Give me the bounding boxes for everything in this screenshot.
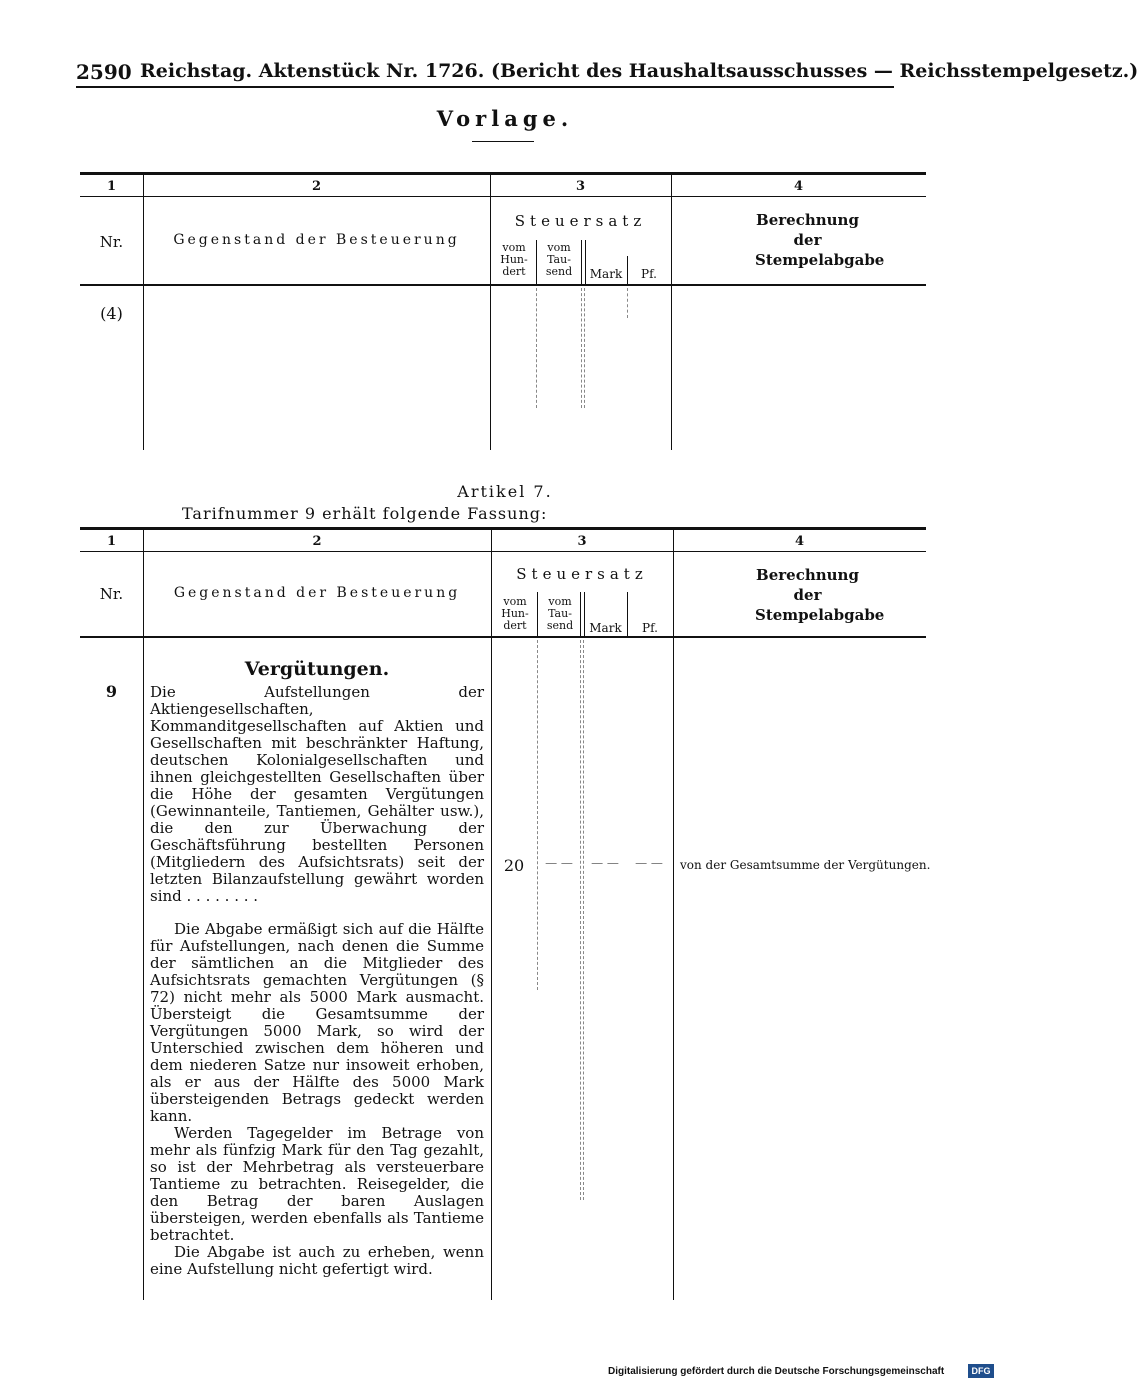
table2-colnum-3: 3 xyxy=(577,534,587,549)
table2-top-rule xyxy=(80,527,926,530)
table2-header-pf: Pf. xyxy=(642,621,658,635)
paragraph-main: Die Aufstellungen der Aktiengesellschaften, Kommanditgesellschaften auf Aktien und Gesellschaften mit beschränkter Haftung, deutschen Kolonialgesellschaften und ihnen gleichgestellten Gesellschaften über die Höhe der gesamten Vergütungen (Gewinnanteile, Tantiemen, Gehälter usw.), die den zur Überwachung der Geschäftsführung bestellten Personen (Mitgliedern des Aufsichtsrats) seit der letzten Bilanzaufstellung gewährt worden sind . . . . . . . . xyxy=(150,683,484,905)
table1-number-row-rule xyxy=(80,196,926,197)
paragraph-no-statement: Die Abgabe ist auch zu erheben, wenn eine Aufstellung nicht gefertigt wird. xyxy=(150,1243,484,1278)
table1-dash-1 xyxy=(536,288,537,408)
page-header-title: Reichstag. Aktenstück Nr. 1726. (Bericht des Haushaltsausschusses — Reichsstempelgesetz.) xyxy=(140,60,1138,82)
section-title: Vorlage. xyxy=(436,106,574,131)
table1-divider-1 xyxy=(143,175,144,450)
table2-row-berechnung: von der Gesamtsumme der Vergütungen. xyxy=(680,858,931,872)
table1-divider-3 xyxy=(671,175,672,450)
table2-number-row-rule xyxy=(80,551,926,552)
table1-colnum-4: 4 xyxy=(793,179,804,194)
table1-colnum-3: 3 xyxy=(575,179,586,194)
rate-vom-hundert: 20 xyxy=(503,856,525,875)
article-title: Artikel 7. xyxy=(457,482,553,501)
table1-header-mark: Mark xyxy=(589,267,623,281)
table1-header-bottom-rule xyxy=(80,284,926,286)
section-title-underline xyxy=(472,141,534,142)
table2-subdivider-1 xyxy=(537,592,538,637)
table2-colnum-1: 1 xyxy=(106,534,117,549)
rate-dashes-mark: — — xyxy=(591,856,619,870)
table1-colnum-1: 1 xyxy=(106,179,117,194)
table2-colnum-4: 4 xyxy=(794,534,805,549)
table1-top-rule xyxy=(80,172,926,175)
table2-header-steuersatz: Steuersatz xyxy=(516,565,648,583)
table2-colnum-2: 2 xyxy=(312,534,322,549)
table2-header-gegenstand: Gegenstand der Besteuerung xyxy=(173,585,461,601)
rate-dashes-tausend: — — xyxy=(545,856,573,870)
footer-credit: Digitalisierung gefördert durch die Deutsche Forschungsgemeinschaft xyxy=(608,1366,945,1377)
paragraph-reduction: Die Abgabe ermäßigt sich auf die Hälfte für Aufstellungen, nach denen die Summe der sämtlichen an die Mitglieder des Aufsichtsrats gemachten Vergütungen (§ 72) nicht mehr als 5000 Mark ausmacht. Übersteigt die Gesamtsumme der Vergütungen 5000 Mark, so wird der Unterschied zwischen dem höheren und dem niederen Satze nur insoweit erhoben, als er aus der Hälfte des 5000 Mark übersteigenden Betrags gedeckt werden kann. xyxy=(150,920,484,1125)
table2-header-mark: Mark xyxy=(589,621,622,635)
table1-dash-4 xyxy=(627,288,628,318)
table1-colnum-2: 2 xyxy=(311,179,322,194)
table2-dash-2 xyxy=(580,640,581,1200)
table1-header-vom-tausend: vom Tau- send xyxy=(545,241,573,278)
table2-header-vom-tausend: vom Tau- send xyxy=(546,595,574,632)
article-intro: Tarifnummer 9 erhält folgende Fassung: xyxy=(182,504,548,523)
table1-dash-2 xyxy=(581,288,582,408)
table1-header-gegenstand: Gegenstand der Besteuerung xyxy=(173,232,460,248)
table2-dash-3 xyxy=(583,640,584,1200)
table2-row-nr: 9 xyxy=(105,682,118,701)
table2-row-text xyxy=(150,684,484,1278)
table2-divider-3 xyxy=(673,530,674,1300)
table2-header-vom-hundert: vom Hun- dert xyxy=(501,595,529,632)
table1-header-berechnung: Berechnung der Stempelabgabe xyxy=(755,211,885,269)
table2-header-berechnung: Berechnung der Stempelabgabe xyxy=(755,566,885,624)
page-number: 2590 xyxy=(76,60,132,84)
table1-header-vom-hundert: vom Hun- dert xyxy=(500,241,528,278)
paragraph-tagegelder: Werden Tagegelder im Betrage von mehr als fünfzig Mark für den Tag gezahlt, so ist der Mehrbetrag als versteuerbare Tantieme zu betrachten. Reisegelder, die den Betrag der baren Auslagen übersteigen, werden ebenfalls als Tantieme betrachtet. xyxy=(150,1124,484,1244)
dfg-logo: DFG xyxy=(968,1364,994,1378)
table1-header-pf: Pf. xyxy=(641,267,657,281)
table2-divider-2 xyxy=(491,530,492,1300)
table1-header-nr: Nr. xyxy=(99,233,124,251)
header-rule xyxy=(76,86,894,88)
table2-row-heading: Vergütungen. xyxy=(244,658,390,680)
rate-dashes-pf: — — xyxy=(635,856,663,870)
table2-dash-1 xyxy=(537,640,538,990)
table2-header-nr: Nr. xyxy=(99,585,124,603)
table2-divider-1 xyxy=(143,530,144,1300)
table1-row-nr: (4) xyxy=(100,304,123,323)
table1-header-steuersatz: Steuersatz xyxy=(514,212,647,230)
table1-subdivider-1 xyxy=(536,240,537,285)
table1-dash-3 xyxy=(584,288,585,408)
table2-header-bottom-rule xyxy=(80,636,926,638)
